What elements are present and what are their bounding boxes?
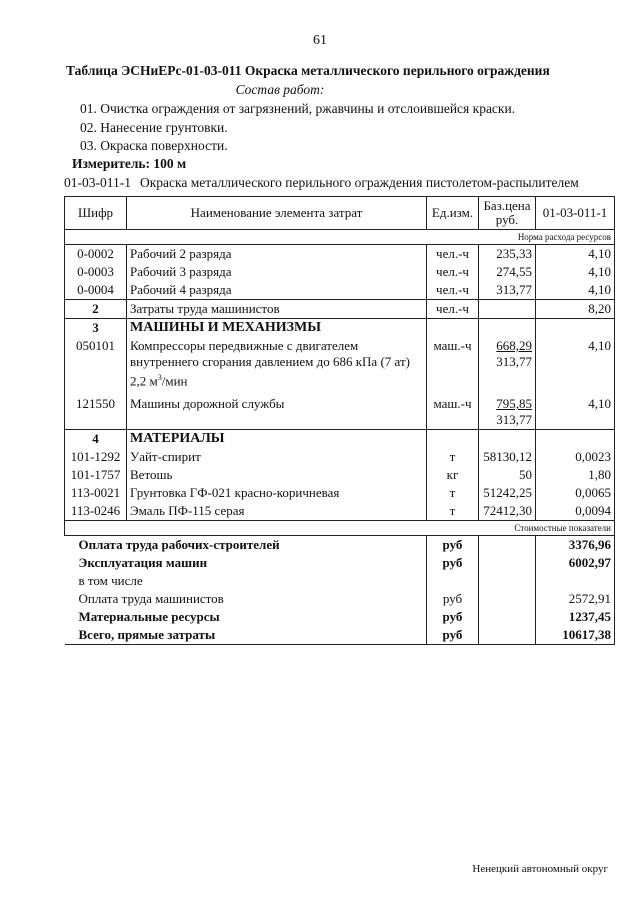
row-name-part: /мин [161, 373, 188, 389]
row-value: 4,10 [536, 337, 615, 390]
header-norm: 01-03-011-1 [536, 197, 615, 230]
row-code: 113-0246 [65, 502, 127, 521]
section-code: 3 [65, 319, 127, 338]
row-unit: т [427, 448, 479, 466]
totals-value: 1237,45 [536, 608, 615, 626]
section-title: МАШИНЫ И МЕХАНИЗМЫ [127, 319, 427, 338]
totals-label: Оплата труда машинистов [65, 590, 427, 608]
table-row [65, 466, 615, 484]
row-value: 0,0094 [536, 502, 615, 521]
totals-unit: руб [427, 590, 479, 608]
price-top: 795,85 [496, 396, 532, 412]
totals-row [65, 608, 615, 626]
totals-row [65, 554, 615, 572]
table-row [65, 300, 615, 319]
table-row [65, 281, 615, 300]
row-value: 8,20 [536, 300, 615, 319]
page-number: 61 [313, 33, 327, 48]
row-name-sup: 3 [157, 373, 162, 382]
row-code: 0-0002 [65, 245, 127, 264]
row-name: Рабочий 3 разряда [127, 263, 427, 281]
measurement-unit: Измеритель: 100 м [72, 156, 187, 171]
table-header-row [65, 197, 615, 230]
totals-row [65, 572, 615, 590]
row-name: Эмаль ПФ-115 серая [127, 502, 427, 521]
row-value: 0,0023 [536, 448, 615, 466]
price-bottom: 313,77 [496, 354, 532, 369]
table-row [65, 484, 615, 502]
row-name: Машины дорожной службы [127, 390, 427, 430]
totals-label: Всего, прямые затраты [65, 626, 427, 645]
table-row [65, 390, 615, 430]
totals-unit [427, 572, 479, 590]
row-value: 4,10 [536, 245, 615, 264]
totals-unit: руб [427, 554, 479, 572]
banner-row [65, 230, 615, 245]
section-row [65, 430, 615, 449]
row-unit: маш.-ч [427, 390, 479, 430]
totals-row [65, 590, 615, 608]
row-code: 101-1292 [65, 448, 127, 466]
row-price: 51242,25 [479, 484, 536, 502]
totals-label: Эксплуатация машин [65, 554, 427, 572]
totals-unit: руб [427, 626, 479, 645]
row-price [479, 390, 536, 430]
totals-label: Оплата труда рабочих-строителей [65, 536, 427, 555]
row-unit: чел.-ч [427, 281, 479, 300]
work-item: 02. Нанесение грунтовки. [80, 120, 228, 135]
row-name-part: 2,2 м [130, 373, 158, 389]
work-composition-heading: Состав работ: [235, 82, 325, 97]
row-name: Рабочий 4 разряда [127, 281, 427, 300]
row-price: 58130,12 [479, 448, 536, 466]
subtitle-text: Окраска металлического перильного ограждения пистолетом-распылителем [140, 175, 579, 190]
banner-cost: Стоимостные показатели [65, 521, 615, 536]
row-name: Уайт-спирит [127, 448, 427, 466]
table-row [65, 245, 615, 264]
row-value: 4,10 [536, 263, 615, 281]
row-unit: т [427, 502, 479, 521]
row-value: 0,0065 [536, 484, 615, 502]
row-value: 1,80 [536, 466, 615, 484]
row-unit: чел.-ч [427, 245, 479, 264]
section-code: 4 [65, 430, 127, 449]
row-unit: чел.-ч [427, 263, 479, 281]
totals-row [65, 626, 615, 645]
totals-label: Материальные ресурсы [65, 608, 427, 626]
subtitle-code: 01-03-011-1 [64, 175, 131, 190]
row-value: 4,10 [536, 390, 615, 430]
totals-unit: руб [427, 608, 479, 626]
row-name-line: внутреннего сгорания давлением до 686 кПа (7 ат) [130, 354, 410, 369]
price-bottom: 313,77 [496, 412, 532, 428]
work-item: 03. Окраска поверхности. [80, 138, 228, 153]
header-name: Наименование элемента затрат [127, 197, 427, 230]
row-price: 235,33 [479, 245, 536, 264]
footer-region: Ненецкий автономный округ [472, 863, 608, 875]
row-name: Рабочий 2 разряда [127, 245, 427, 264]
row-code: 2 [65, 300, 127, 319]
totals-value: 10617,38 [536, 626, 615, 645]
row-code: 113-0021 [65, 484, 127, 502]
header-unit: Ед.изм. [427, 197, 479, 230]
totals-value [536, 572, 615, 590]
row-code: 0-0003 [65, 263, 127, 281]
row-price: 274,55 [479, 263, 536, 281]
section-title: МАТЕРИАЛЫ [127, 430, 427, 449]
row-name: Грунтовка ГФ-021 красно-коричневая [127, 484, 427, 502]
norms-table [64, 196, 615, 645]
row-code: 050101 [65, 337, 127, 390]
table-row [65, 263, 615, 281]
row-code: 0-0004 [65, 281, 127, 300]
table-title: Таблица ЭСНиЕРс-01-03-011 Окраска металлического перильного ограждения [66, 63, 550, 78]
row-price: 72412,30 [479, 502, 536, 521]
totals-unit: руб [427, 536, 479, 555]
table-row [65, 337, 615, 390]
row-code: 121550 [65, 390, 127, 430]
row-name: Затраты труда машинистов [127, 300, 427, 319]
totals-value: 3376,96 [536, 536, 615, 555]
banner-row [65, 521, 615, 536]
header-code: Шифр [65, 197, 127, 230]
totals-row [65, 536, 615, 555]
banner-norm: Норма расхода ресурсов [65, 230, 615, 245]
table-row [65, 502, 615, 521]
table-row [65, 448, 615, 466]
row-unit: кг [427, 466, 479, 484]
section-row [65, 319, 615, 338]
totals-label: в том числе [65, 572, 427, 590]
row-name-line: Компрессоры передвижные с двигателем [130, 338, 359, 353]
row-name [127, 337, 427, 390]
row-price: 50 [479, 466, 536, 484]
row-value: 4,10 [536, 281, 615, 300]
row-code: 101-1757 [65, 466, 127, 484]
row-unit: чел.-ч [427, 300, 479, 319]
row-name: Ветошь [127, 466, 427, 484]
row-price [479, 300, 536, 319]
row-name-line [130, 370, 423, 389]
totals-value: 6002,97 [536, 554, 615, 572]
price-top: 668,29 [496, 338, 532, 353]
row-unit: маш.-ч [427, 337, 479, 390]
header-price: Баз.цена руб. [479, 197, 536, 230]
work-item: 01. Очистка ограждения от загрязнений, ржавчины и отслоившейся краски. [80, 101, 516, 116]
row-price: 313,77 [479, 281, 536, 300]
totals-value: 2572,91 [536, 590, 615, 608]
row-price [479, 337, 536, 390]
row-unit: т [427, 484, 479, 502]
